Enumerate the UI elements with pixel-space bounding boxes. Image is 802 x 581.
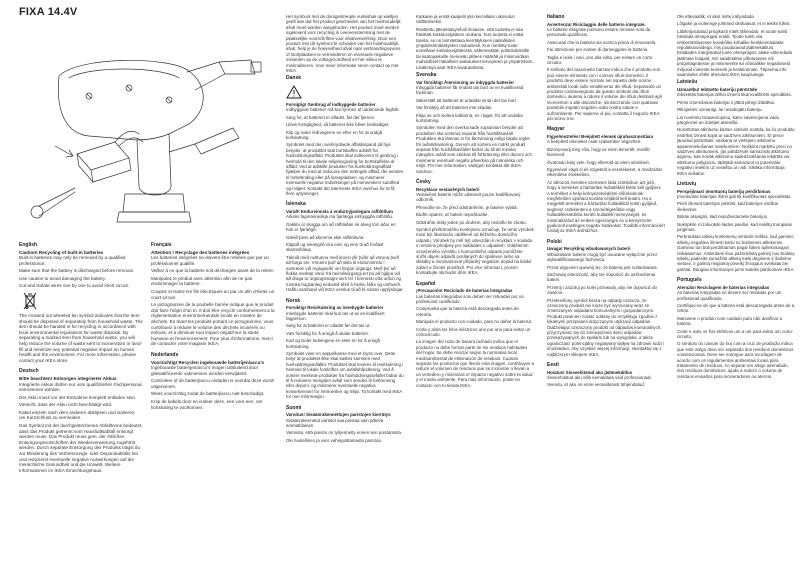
section-text: Les batteries intégrées ne doivent être retirées que par un professionnel qualifié. (151, 255, 269, 266)
section-heading: Svenska (416, 72, 437, 79)
section-text: Cut and isolate wires one by one to avoid short circuit. (19, 283, 130, 289)
section-text: As baterias integradas só devem ser retiradas por um profissional qualificado. (677, 290, 782, 301)
section-lietuviu (677, 181, 795, 272)
section-text: Taglia e isola i cavi, uno alla volta, per evitare un corto circuito. (547, 54, 653, 65)
disposal-text: Das Symbol mit der durchgestrichenen Abfalltonne bedeutet, dass das Produkt getrennt vom Haushaltsabfall entsorgt werden muss. Das Produkt muss gem. der örtlichen Entsorgungsvorschriften der Wiederverwertung zugeführt werden. Durch separate Entsorgung des Produkts trägst du zur Minderung des Verbrennungs- oder Deponieabfalls bei und reduzierst eventuelle negative Auswirkungen auf die menschliche Gesundheit und die Umwelt. Weitere Informationen im IKEA Einrichtungshaus. (19, 423, 143, 473)
section-subheading: Uzmanību! Iebūvēto bateriju pārstrāde (677, 86, 758, 92)
section-text: Sisseehitatud aku võib eemaldada vaid professionaal. (547, 374, 652, 380)
drill-battery-removal-illustration (19, 16, 275, 246)
section-text: Manipulez le produit avec attention afin de ne pas endommager la batterie. (151, 275, 253, 287)
column-4 (547, 14, 665, 581)
sub-column-right (151, 242, 275, 415)
section-text: Lai novērstu īssavienojumu, katru savienojuma vadu pārgrieziet un izolējiet atsevišķi. (677, 114, 780, 125)
crossed-out-wheelie-bin-icon (23, 292, 37, 310)
section-text: Innebygde batterier skal kun tas ut av en kvalifisert fagperson. (286, 310, 385, 321)
section-heading: Deutsch (19, 368, 39, 375)
section-svenska (416, 72, 534, 174)
column-2 (286, 14, 404, 581)
section-text: Rīkojieties uzmanīgi, lai nesabojātu bateriju. (677, 107, 763, 113)
section-text: Le batterie integrate possono essere rimosse solo da personale qualificato. (547, 26, 651, 38)
section-text: Säkerställ att batteriet är urladdat innan det tas bort. (416, 97, 518, 103)
section-text: Gætið þess að skemma ekki rafhlöðuna. (286, 234, 365, 240)
section-text: A beépített elemeket csak szakember végezheti. (547, 139, 642, 145)
section-text: Vær forsiktig for å unngå å skade batteriet. (286, 330, 369, 336)
section-text: Przed wyjęciem upewnij się, że bateria jest rozładowana. (547, 264, 658, 270)
section-subheading: ¡Precaución! Reciclado de baterías integradas (416, 288, 513, 294)
section-text: Built-in batteries may only be removed by a qualified professional. (19, 255, 126, 266)
section-text: Klippið og einangrið víra einn og einn til að forðast skammhlaup. (286, 242, 384, 253)
disposal-text: Symbol přeškrtnutého kontejneru označuje, že tento výrobek musí být likvidován odděleně od běžného domácího odpadu. Výrobek by měl být odevzdán k recyklaci v souladu s místními předpisy pro nakládání s odpadem. Oddělením označeného výrobku z komunálního odpadu pomůžete snížit objem odpadů posílaných do spaloven nebo na skládky a minimalizovat případný negativní dopad na lidské zdraví a životní prostředí. Pro více informací, prosím kontaktujte obchodní dům IKEA. (416, 227, 534, 276)
section-text: Klip og isoler ledningerne en efter en for at undgå kortslutning. (286, 129, 383, 140)
section-subheading: Hoiatus! Sisseehitatud aku jäätmekäitlus (547, 369, 633, 375)
section-text: Převedíte se, že před odstraněním, je baterie vybitá. (416, 204, 518, 210)
disposal-text: Il simbolo del cassonetto barrato indica che il prodotto non può essere eliminato con i comuni rifiuti domestici. Il prodotto deve essere riciclato nel rispetto delle norme ambientali locali sullo smaltimento dei rifiuti. Separando un prodotto contrassegnato da questo simbolo dai rifiuti domestici, aiuterai a ridurre il volume dei rifiuti destinati agli inceneritori o alle discariche, minimizzando così qualsiasi possibile impatto negativo sulla nostra salute e sull'ambiente. Per saperne di più, contatta il negozio IKEA più vicino a te. (547, 67, 662, 121)
section-heading: Suomi (286, 404, 302, 411)
section-portugues (677, 277, 795, 379)
section-text: Ingebouwde batterijen/accu's mogen uitsluitend door gekwalificeerde vakmensen worden verwijderd. (151, 365, 259, 376)
section-text: Vorsicht, dass der Akku nicht beschädigt wird. (19, 402, 113, 408)
section-text: Zachowaj ostrożność, aby nie dopuścić do uszkodzenia baterii. (547, 271, 656, 283)
disposal-text: Nosvītrotas atkritumu kastes simbols norāda, ka šo produktu nedrīkst izmest kopā ar sadzīves atkritumiem. Šī prece jānodod pārstrādei, saskaņā ar vietējiem atkritumu apsaimniekošanas noteikumiem. Nošķirot marķētu preci no sadzīves atkritumiem, jūs palīdzēsiet samazināt atkritumu apjomu, kas nonāk atkritumu sadedzināšanas iekārtās vai atkritumu poligonos, tādējādi samazinot to potenciālo negatīvo ietekmi uz veselību un vidi. Sīkāka informācija IKEA veikalos. (677, 127, 795, 176)
section-text: Indbyggede batterier må kun fjernes af uddannede fagfolk. (286, 107, 400, 113)
section-text: Sisäänrakennetut paristot saa poistaa vain pätevä ammattilainen. (286, 417, 384, 428)
section-text: Sørg for at batteriet er utladet før det tas ut. (286, 323, 371, 329)
section-subheading: Varoitus! Sisäänrakennettujen paristojen kierrätys (286, 412, 391, 418)
section-text: Įmontuotas baterijas išimti gali tik kvalifikuotas specialistas. (677, 193, 792, 199)
section-heading: Eesti (547, 362, 559, 369)
section-subheading: Forsigtig! Genbrug af indbyggede batterier (286, 101, 376, 107)
section-heading: Italiano (547, 14, 565, 20)
section-text: Inbyggda batterier får endast tas bort av en kvalificerad fackman. (416, 84, 524, 96)
section-text: Las baterías integradas solo deben ser retiradas por un profesional cualificado. (416, 293, 524, 304)
section-text: Assicurati che la batteria sia scarica prima di rimuoverla. (547, 39, 657, 45)
disposal-text: Het symbool met de doorgestreepte vuilnisbak op wieltjes geeft aan dat het product gescheiden van het huishoudelijk afval moet worden aangeboden. Het product moet worden ingeleverd voor recycling in overeenstemming met de plaatselijke voorschriften voor afvalverwerking. Door een product met dit symbool te scheiden van het huishoudelijk afval, help je de hoeveelheid afval naar verbrandingsovens of stortplaatsen te verminderen en eventuele negatieve invloeden op de volksgezondheid en het milieu te minimaliseren. Voor meer informatie neem contact op met IKEA. (286, 14, 401, 74)
section-text: Nukirpkite ir izoliuokite laidus paeiliui, kad nekiltų trumpasis jungimas. (677, 221, 792, 232)
section-text: Comprueba que la batería está descargada antes de retirarla. (416, 306, 519, 317)
section-text: Sørg for, at batteriet er afladet, før det fjernes. (286, 114, 376, 120)
section-latviesu (677, 79, 795, 176)
section-text: Prieš išimant baterijas įsitikinti, kad baterijos visiškai išeikvotos. (677, 201, 779, 212)
disposal-text: O símbolo do caixote do lixo com a cruz de proibição indica que este artigo deve ser separado dos resíduos domésticos convencionais. Deve ser entregue para reciclagem de acordo com os regulamentos ambientais locais para tratamento de resíduos. Ao separar um artigo assinalado dos resíduos domésticos, ajuda a reduzir o volume de resíduos enviados para incineradores ou aterros. (677, 341, 794, 379)
section-islenska (286, 201, 404, 292)
disposal-text: Perbrauktas ratinių konteinerių simbolis reiškia, kad gaminio atliekų negalima išmesti kartu su buitinėmis atliekomis. Gaminiui turi būti perdirbamas pagal šalies aplinkosaugos reikalavimus. Atskirdami šiuo paženklintą gaminį nuo buitinių atliekų padėsite sumažinti atliekų kiekį deginimo ir šalinimo vietose, ir galimą neigiamą poveikį žmogaus sveikatai bei gamtai. Daugiau informacijos jums suteiks parduotuvė IKEA. (677, 234, 795, 272)
disposal-text: Symbolet viser en søppelkasse med et kryss over. Dette betyr at produktet ikke skal kastes sammen med husholdningsavfallet. Produktet skal leveres til resirkulering i henhold til lokale forskrifter om avfallshåndtering. Ved å sortere merkede produkter fra husholdningsavfallet bidrar du til å redusere mengden avfall som sendes til forbrenning eller deponi, og minimerer eventuelle negative konsekvenser for mennesker og miljø. Ta kontakt med IKEA for mer informasjon. (286, 351, 404, 400)
section-text: Kutt og isoler ledningene én etter én for å unngå kortslutning. (286, 338, 380, 349)
disposal-text: The crossed out wheeled bin symbol indicates that the item should be disposed of separately from household waste. The item should be handed in for recycling in accordance with local environmental regulations for waste disposal. By separating a marked item from household waste, you will help reduce the volume of waste sent to incinerators or land-fill and minimize any potential negative impact on human health and the environment. For more information, please contact your IKEA store. (19, 313, 143, 363)
section-subheading: Atenção! Reciclagem de baterias integradas (677, 284, 770, 290)
section-deutsch (19, 368, 143, 473)
section-subheading: Figyelmeztetés! Beépített elemek újrahasznosítása (547, 133, 653, 139)
lower-left-sections (19, 242, 275, 478)
section-text: Bizonyosodj meg róla, hogy az elem lemerült, mielőtt kiveszed. (547, 146, 650, 158)
section-text: Corte e isole os fios elétricos um a um para evitar um curto-circuito. (677, 328, 794, 339)
disposal-text: Läbikriipsutatud prügikasti märk tähendab, et toode tuleb hävitada olmeprügist eraldi. Toode tuleb viia ümbertöötlusesse kooskõlas kohalike keskkonnaalaste regulatsioonidega, mis puudutavad jäätmekäitlust. Eraldades märgistatud toote olmeprügist, aitate vähendada jäätmete hulgaid, mis saadetakse põletusesse või prügimägedesse ja minimeerite ka võimalikke negatiivseid mõjusid inimeste tervisele ja keskkonnale. Täpsema info saamiseks võtke ühendust IKEA kauplusega. (677, 28, 792, 78)
section-subheading: Bitte beachten! Entsorgen integrierter Akkus (19, 375, 117, 381)
section-english (19, 242, 143, 363)
section-heading: Nederlands (151, 352, 179, 358)
disposal-text: Táknið með rusltunnu með krossi yfir þýðir að vöruna þurfi að farga sér. Vörunni þarf að skila til endurvinnslu í samræmi við reglugerðir um förgun úrgangs. Með því að flokka merktar vörur frá heimilisúrgangi ert þú að hjálpa við að draga úr úrgangsmagni sem fer í brennslu eða urðun og minnka hugsanleg neikvæð áhrif á heilsu fólks og umhverfi. Hafðu samband við IKEA verslun til að fá nánari upplýsingar. (286, 254, 404, 293)
section-text: Fai attenzione per evitare di danneggiare la batteria. (547, 47, 649, 53)
section-text: Óvatosan bánj vele, hogy elkerüld az elem sérülését. (547, 159, 650, 165)
section-subheading: Caution! Recycling of built-in batteries (19, 249, 104, 255)
column-3 (416, 14, 534, 581)
section-subheading: Forsiktig! Resirkulering av innebygde batterier (286, 305, 384, 311)
section-text: Controleer of de batterij/accu ontladen is voordat deze wordt uitgenomen. (151, 378, 274, 389)
section-subheading: Uwaga! Recykling wbudowanych baterii (547, 246, 631, 252)
column-5 (677, 14, 795, 581)
section-subheading: Var försiktig! Återvinning av inbyggda batterier (416, 79, 515, 85)
section-text: Aðeins fagmanneskja má fjarlægja innbyggða rafhlöðu. (286, 214, 394, 220)
section-text: Wbudowane baterie mogą być usuwane wyłącznie przez wykwalifikowanego fachowca. (547, 251, 658, 263)
section-text: Integrierte Akkus dürfen nur vom qualifizierten Fachpersonal entnommen werden. (19, 381, 142, 393)
section-text: Make sure that the battery is discharged before removal. (19, 268, 134, 274)
disposal-text: Symbolet med den overkrydsede affaldsspand på hjul betyder, at produktet skal bortskaffes adskilt fra husholdningsaffald. Produktet skal indleveres til genbrug i henhold til den lokale miljølovgivning for bortskaffelse af affald. Ved at adskille produkter fra husholdningsaffald hjælper du med at reducere den mængde affald, der sendes til forbrænding eller på lossepladsen, og minimerer eventuelle negative indvirkninger på menneskers sundhed og miljøet. Kontakt det nærmeste IKEA varehus for at få flere oplysninger. (286, 142, 404, 197)
section-espanol (416, 281, 534, 388)
section-subheading: Avvertenza! Riciclaggio delle batterie integrate. (547, 21, 646, 27)
disposal-text: Rastitettu jäteastiasymboli ilmaisee, että tuotetta ei saa hävittää kotitalousjätteen mukana. Kun tuotetta ei enää tarvita, se on toimitettava kierrätykseen paikallisten ympäristömääräysten mukaisesti. Kun merkitty tuote erotellaan kotitalousjätteestä, vähennetään polttolaitoksille tai kaatopaikoille menevän jätteen määrää ja minimoidaan mahdolliset haitalliset vaikutukset terveyteen ja ympäristöön. Lisätietoja saat IKEA-tavaratalosta. (416, 26, 534, 70)
section-heading: English (19, 242, 38, 248)
section-subheading: Attention ! Recyclage des batteries intégrées (151, 249, 250, 255)
section-text: Przetnij i zaizoluj po kolei przewody, aby nie dopuścić do zwarcia. (547, 284, 657, 296)
section-polski (547, 239, 665, 357)
section-text: Varmista, että paristo on tyhjennetty ennen sen poistamista. (286, 430, 403, 436)
section-text: Udvis forsigtighed, så batteriet ikke bliver beskadiget. (286, 122, 390, 128)
section-text: Būkite atsargūs, kad nepažeistumėte baterijos. (677, 214, 769, 220)
section-text: Iebūvētās baterijas drīkst izņemt tikai kvalificēts speciālists. (677, 92, 792, 98)
section-text: Certifique-se de que a bateria está descarregada antes de a retirar. (677, 302, 795, 314)
section-text: Knip de kabels door en isoleer deze, een voor een, om kortsluiting te voorkomen. (151, 399, 263, 410)
section-cesky (416, 179, 534, 276)
disposal-text: Le pictogramme de la poubelle barrée indique que le produit doit faire l'objet d'un tri. Il doit être recyclé conformément à la réglementation environnementale locale en matière de déchets. En triant les produits portant ce pictogramme, vous contribuez à réduire le volume des déchets incinérés ou enfouis, et à diminuer tout impact négatif sur la santé humaine et l'environnement. Pour plus d'informations, merci de contacter votre magasin IKEA. (151, 302, 275, 347)
section-heading: Lietuvių (677, 181, 697, 188)
section-text: Katkaise ja eristä kaapelit yksi kerrallaan oikosulun välttämiseksi. (416, 14, 515, 25)
section-heading: Português (677, 277, 702, 284)
section-text: Manipula el producto con cuidado, para no dañar la batería. (416, 319, 533, 325)
disposal-text: Przekreślony symbol kosza na odpady oznacza, że oznaczony produkt nie może być wyrzucany wraz ze zmieszanymi odpadami komunalnymi i gospodarczymi. Produkt powinien zostać oddany do recyklingu zgodnie z lokalnymi przepisami dotyczącymi utylizacji odpadów. Oddzielając oznaczony produkt od odpadów komunalnych, przyczyniasz się do zmniejszenia ilości odpadów przekazywanych do spalarni lub na wysypiska, a także ograniczasz potencjalny negatywny wpływ na zdrowie ludzi i środowisko. Aby uzyskać więcej informacji, skontaktuj się z najbliższym sklepem IKEA. (547, 297, 665, 357)
section-heading: Español (416, 280, 436, 287)
section-heading: Polski (547, 238, 562, 245)
section-text: Buďte opatrní, ať baterii nepoškodíte. (416, 212, 489, 218)
section-norsk (286, 298, 404, 400)
section-heading: Íslenska (286, 201, 306, 208)
section-dansk (286, 75, 404, 196)
section-heading: Dansk (286, 75, 302, 82)
product-title: FIXA 14.4V (19, 6, 78, 18)
sub-column-left (19, 242, 143, 478)
disposal-text: La imagen del cubo de basura tachado indica que el producto no debe formar parte de los residuos habituales del hogar. Se debe reciclar según la normativa local medioambiental de eliminación de residuos. Cuando separas los productos que llevan esta imagen, contribuyes a reducir el volumen de residuos que se incineran o llevan a un vertedero y minimizas el impacto negativo sobre la salud y el medio ambiente. Para más información, ponte en contacto con tu tienda IKEA. (416, 339, 534, 388)
section-eesti (547, 362, 665, 388)
section-text: Coupez et isolez les fils électriques un par un afin d'éviter un court-circuit. (151, 289, 275, 300)
section-subheading: Recyklace vestavěných baterií (416, 186, 480, 192)
section-francais (151, 242, 275, 347)
section-text: Klipp av och isolera kablarna, en i taget, för att undvika kortslutning. (416, 112, 523, 123)
section-suomi (286, 405, 404, 444)
section-subheading: Varúð! Endurvinnsla á endurnýjanlegum rafhlöðum (286, 208, 393, 214)
section-magyar (547, 126, 665, 233)
section-text: Egyesével vágd el és szigeteld a vezetékeket, a rövidzárlat elkerülése érdekében. (547, 166, 662, 178)
section-subheading: Perspėjimas! Įmontuotų baterijų perdirbimas (677, 188, 771, 194)
section-heading: Magyar (547, 126, 565, 133)
section-text: Ole ettevaatlik, et akut mitte kahjustada. (677, 14, 755, 19)
section-text: Var försiktig så att batteriet inte skadas. (416, 105, 493, 111)
section-text: Gakktu úr skugga um að rafhlaðan sé alveg tóm áður en hún er fjarlægð. (286, 221, 396, 233)
section-text: Ole huolellinen ja varo vahingoittamasta paristoa. (286, 437, 382, 443)
section-text: Manuseie o produto com cuidado para não danificar a bateria. (677, 315, 782, 327)
section-text: Pirms izņemšanas baterijai ir jābūt pilnīgi izlādētai. (677, 99, 776, 105)
section-text: Veillez à ce que la batterie soit déchargée avant de la retirer. (151, 268, 275, 274)
section-heading: Français (151, 242, 172, 248)
section-text: Use caution to avoid damaging the battery. (19, 275, 106, 281)
section-text: Lõigake ja isoleerige juhtmed ükshaaval, et ei tekiks lühist. (677, 21, 791, 27)
warning-triangle-icon (286, 85, 302, 99)
section-text: Vestavěné baterie může odstranit pouze kvalifikovaný odborník. (416, 191, 521, 203)
section-subheading: Voorzichtig! Recyclen ingebouwde batterijen/accu's (151, 359, 265, 365)
section-text: Corta y aísla los hilos eléctricos uno por uno para evitar un cortocircuito. (416, 326, 531, 337)
section-heading: Norsk (286, 297, 301, 304)
section-nederlands (151, 352, 275, 410)
section-italiano (547, 14, 665, 121)
disposal-text: Symbolen med den överkorsade soptunnan betyder att produkten ska sorteras separat från hushållsavfall. Produkten ska lämnas in för återvinning enligt lokala regler för avfallshantering. Genom att sortera en märkt produkt separat från hushållsavfallet bidrar du till att minska mängden avfall som skickas till förbränning eller deponi och minimerar eventuell negativ påverkan på människa och miljö. För mer information, vänligen kontakta ditt IKEA-varuhus. (416, 125, 532, 174)
section-text: Kabel einzeln nach dem anderen abklipsen und isolieren, um Kurzschluss zu vermeiden. (19, 409, 136, 421)
section-text: Wees voorzichtig zodat de batterij/accu niet beschadigt. (151, 391, 265, 397)
section-heading: Latviešu (677, 79, 698, 86)
section-text: Odstraňte dráty jeden po druhém, aby nedošlo ke zkratu. (416, 219, 527, 225)
section-text: Der Akku muss vor der Entnahme komplett entladen sein. (19, 394, 137, 400)
section-heading: Česky (416, 179, 431, 186)
disposal-text: Az áthúzott, kerekes szemetes láda szimbólum azt jelzi, hogy a terméket a háztartási hulladéktól külön kell gyűjteni. A terméket a helyi környezetvédelmi előírásoknak megfelelően újrahasznosítás céljából kell leadni. Ha a megjelölt terméket a háztartási hulladéktól külön gyűjted, segítesz csökkenteni a szemétégetőkbe vagy hulladéklerakókba kerülő hulladék mennyiségét, és minimalizálod az emberi egészségre és a környezetre gyakorolt esetleges negatív hatásokat. További információért fordulj az IKEA áruházhoz. (547, 179, 665, 234)
section-text: Veendu, et aku on enne eemaldamist tühjendatud. (547, 382, 645, 388)
